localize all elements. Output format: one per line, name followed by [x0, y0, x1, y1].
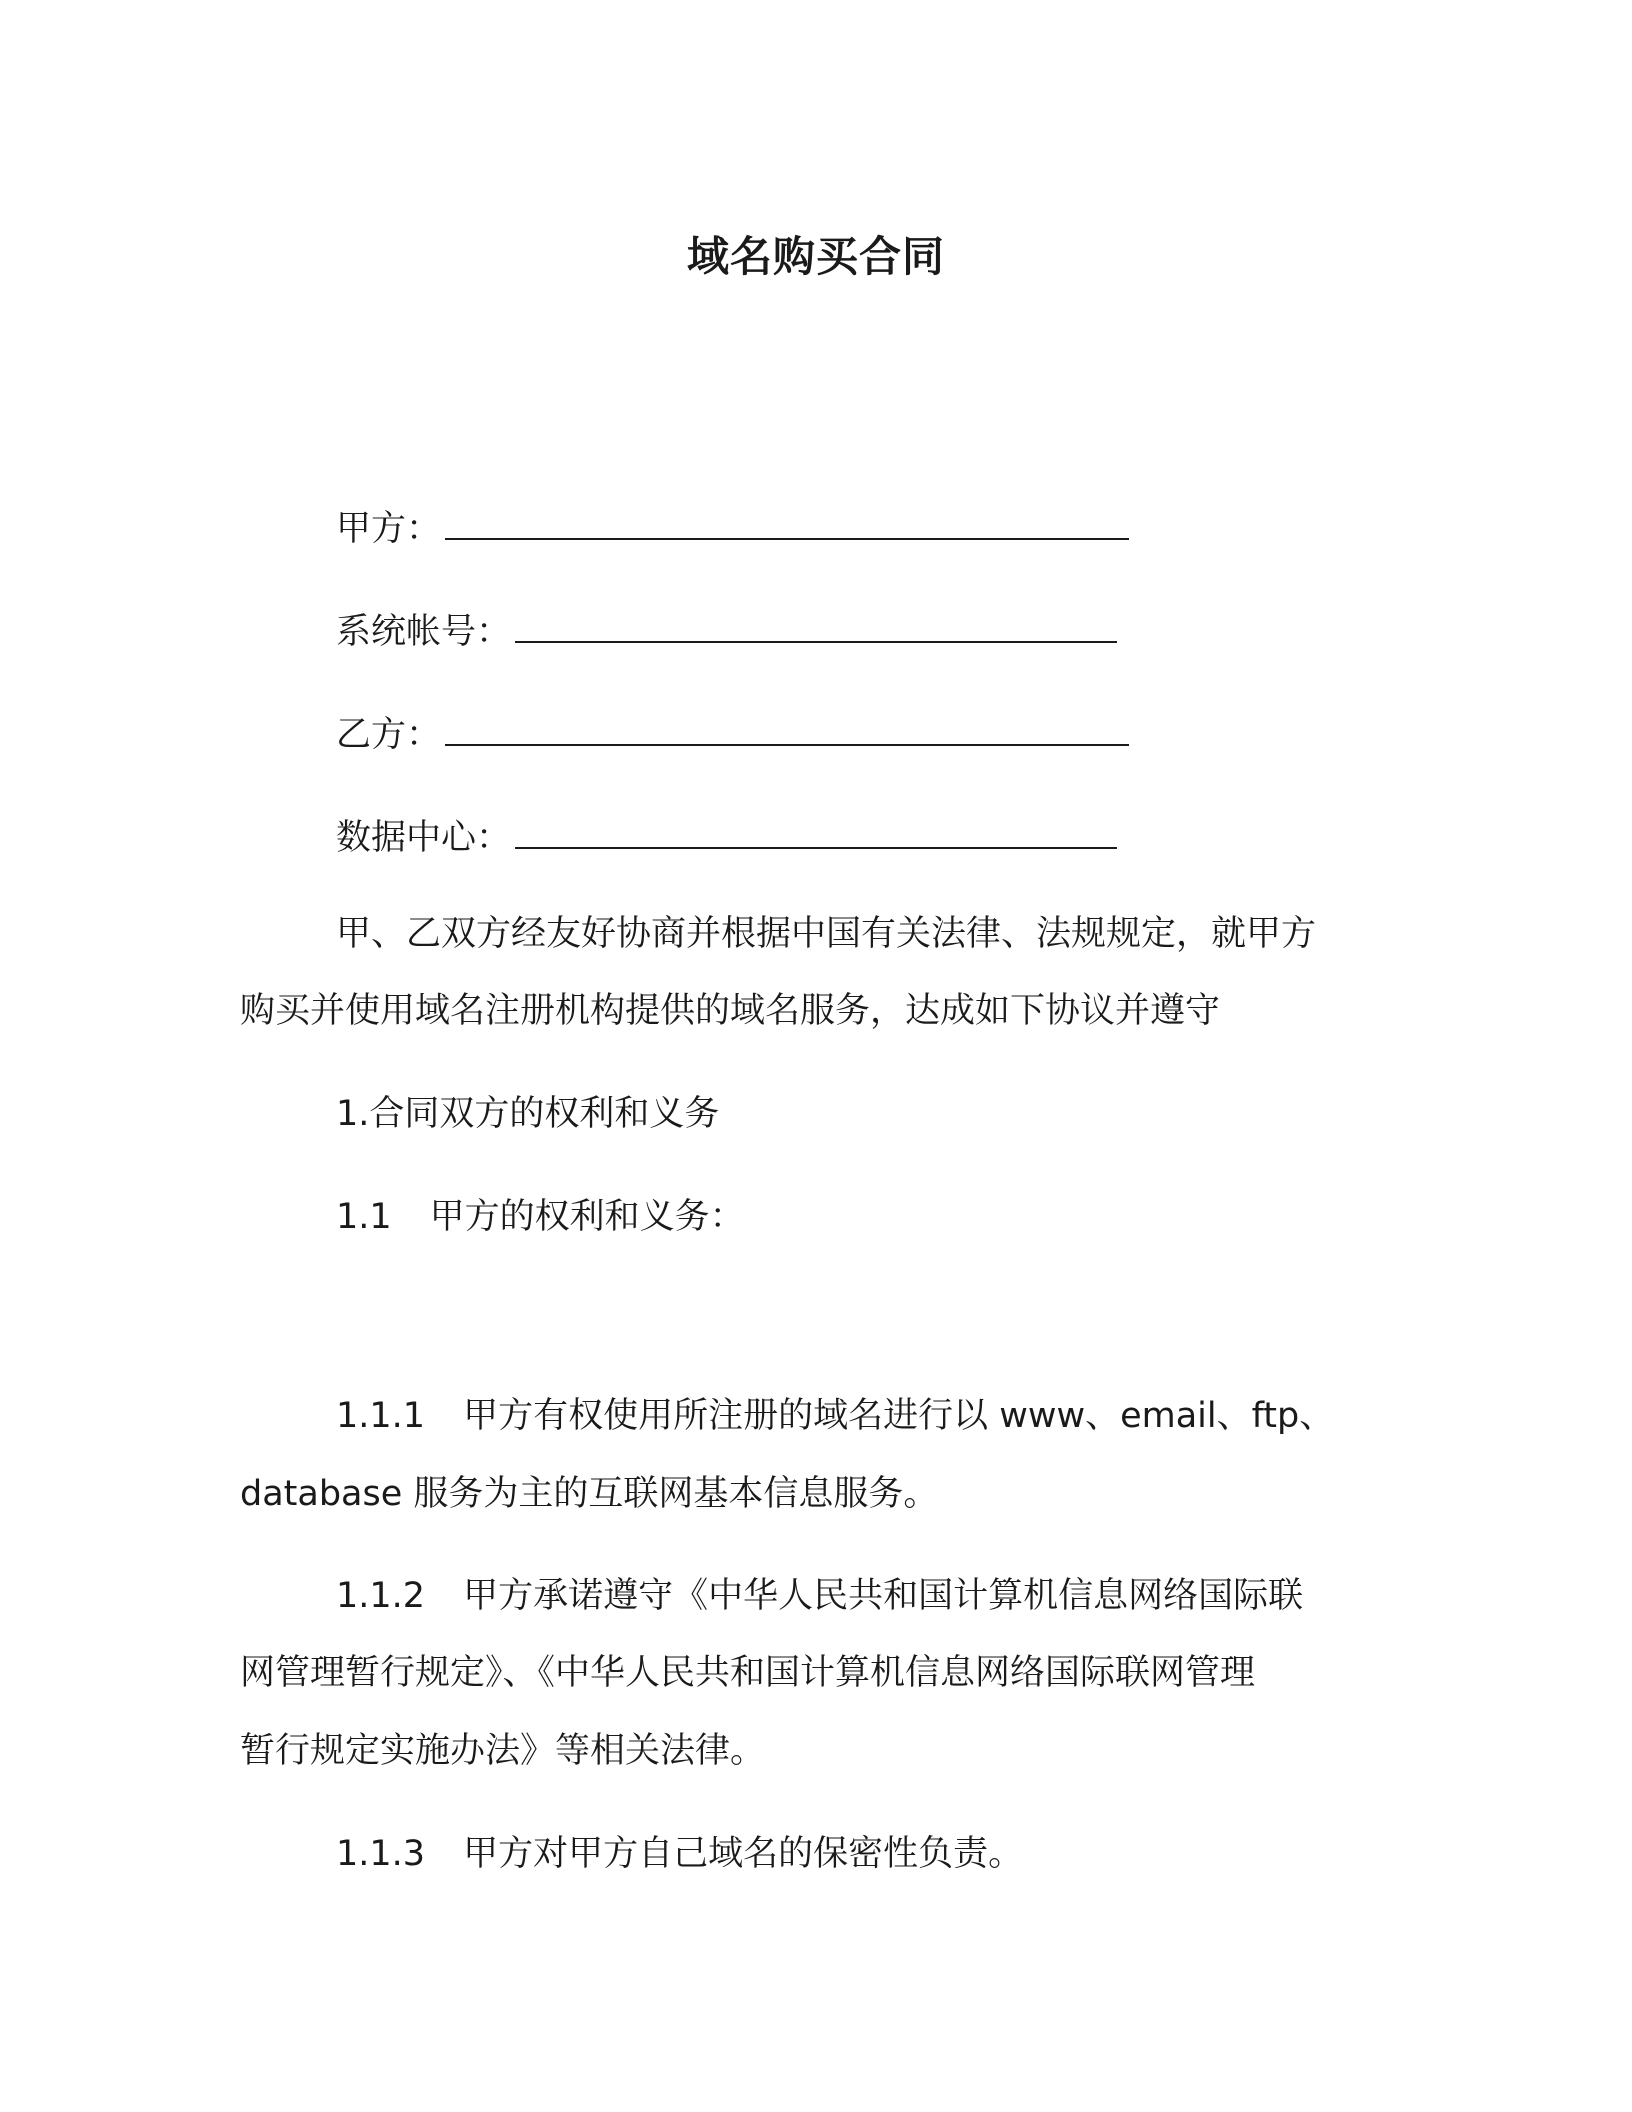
clause-1-1-2-line-1 [336, 1576, 1304, 1616]
clause-text: 甲方承诺遵守《中华人民共和国计算机信息网络国际联 [463, 1576, 1304, 1616]
clause-text: 甲方对甲方自己域名的保密性负责。 [463, 1834, 1024, 1874]
field-label: 系统帐号： [336, 612, 512, 652]
subsection-text: 甲方的权利和义务： [429, 1197, 745, 1237]
blank-line[interactable] [445, 714, 1129, 746]
subsection-heading [336, 1197, 745, 1237]
blank-line[interactable] [515, 817, 1117, 849]
blank-line[interactable] [445, 508, 1129, 540]
field-label: 乙方： [336, 715, 442, 755]
clause-1-1-2-line-2: 网管理暂行规定》、《中华人民共和国计算机信息网络国际联网管理 [240, 1653, 1256, 1693]
clause-1-1-3-line-1 [336, 1834, 1024, 1874]
document-title: 域名购买合同 [686, 232, 945, 281]
blank-line[interactable] [515, 611, 1117, 643]
field-party-b [336, 714, 1129, 753]
field-system-account [336, 611, 1117, 650]
clause-1-1-1-line-1 [336, 1396, 1335, 1436]
subsection-number: 1.1 [336, 1197, 392, 1237]
intro-line-2: 购买并使用域名注册机构提供的域名服务，达成如下协议并遵守 [240, 991, 1221, 1031]
section-heading: 1.合同双方的权利和义务 [336, 1094, 720, 1134]
clause-number: 1.1.3 [336, 1834, 426, 1874]
field-data-center [336, 817, 1117, 856]
clause-1-1-2-line-3: 暂行规定实施办法》等相关法律。 [240, 1731, 766, 1771]
clause-text: 甲方有权使用所注册的域名进行以 www、email、ftp、 [463, 1396, 1335, 1436]
intro-line-1: 甲、乙双方经友好协商并根据中国有关法律、法规规定，就甲方 [336, 914, 1317, 954]
field-label: 甲方： [336, 509, 442, 549]
clause-1-1-1-line-2: database 服务为主的互联网基本信息服务。 [240, 1474, 939, 1514]
field-party-a [336, 508, 1129, 547]
field-label: 数据中心： [336, 818, 512, 858]
clause-number: 1.1.2 [336, 1576, 426, 1616]
clause-number: 1.1.1 [336, 1396, 426, 1436]
